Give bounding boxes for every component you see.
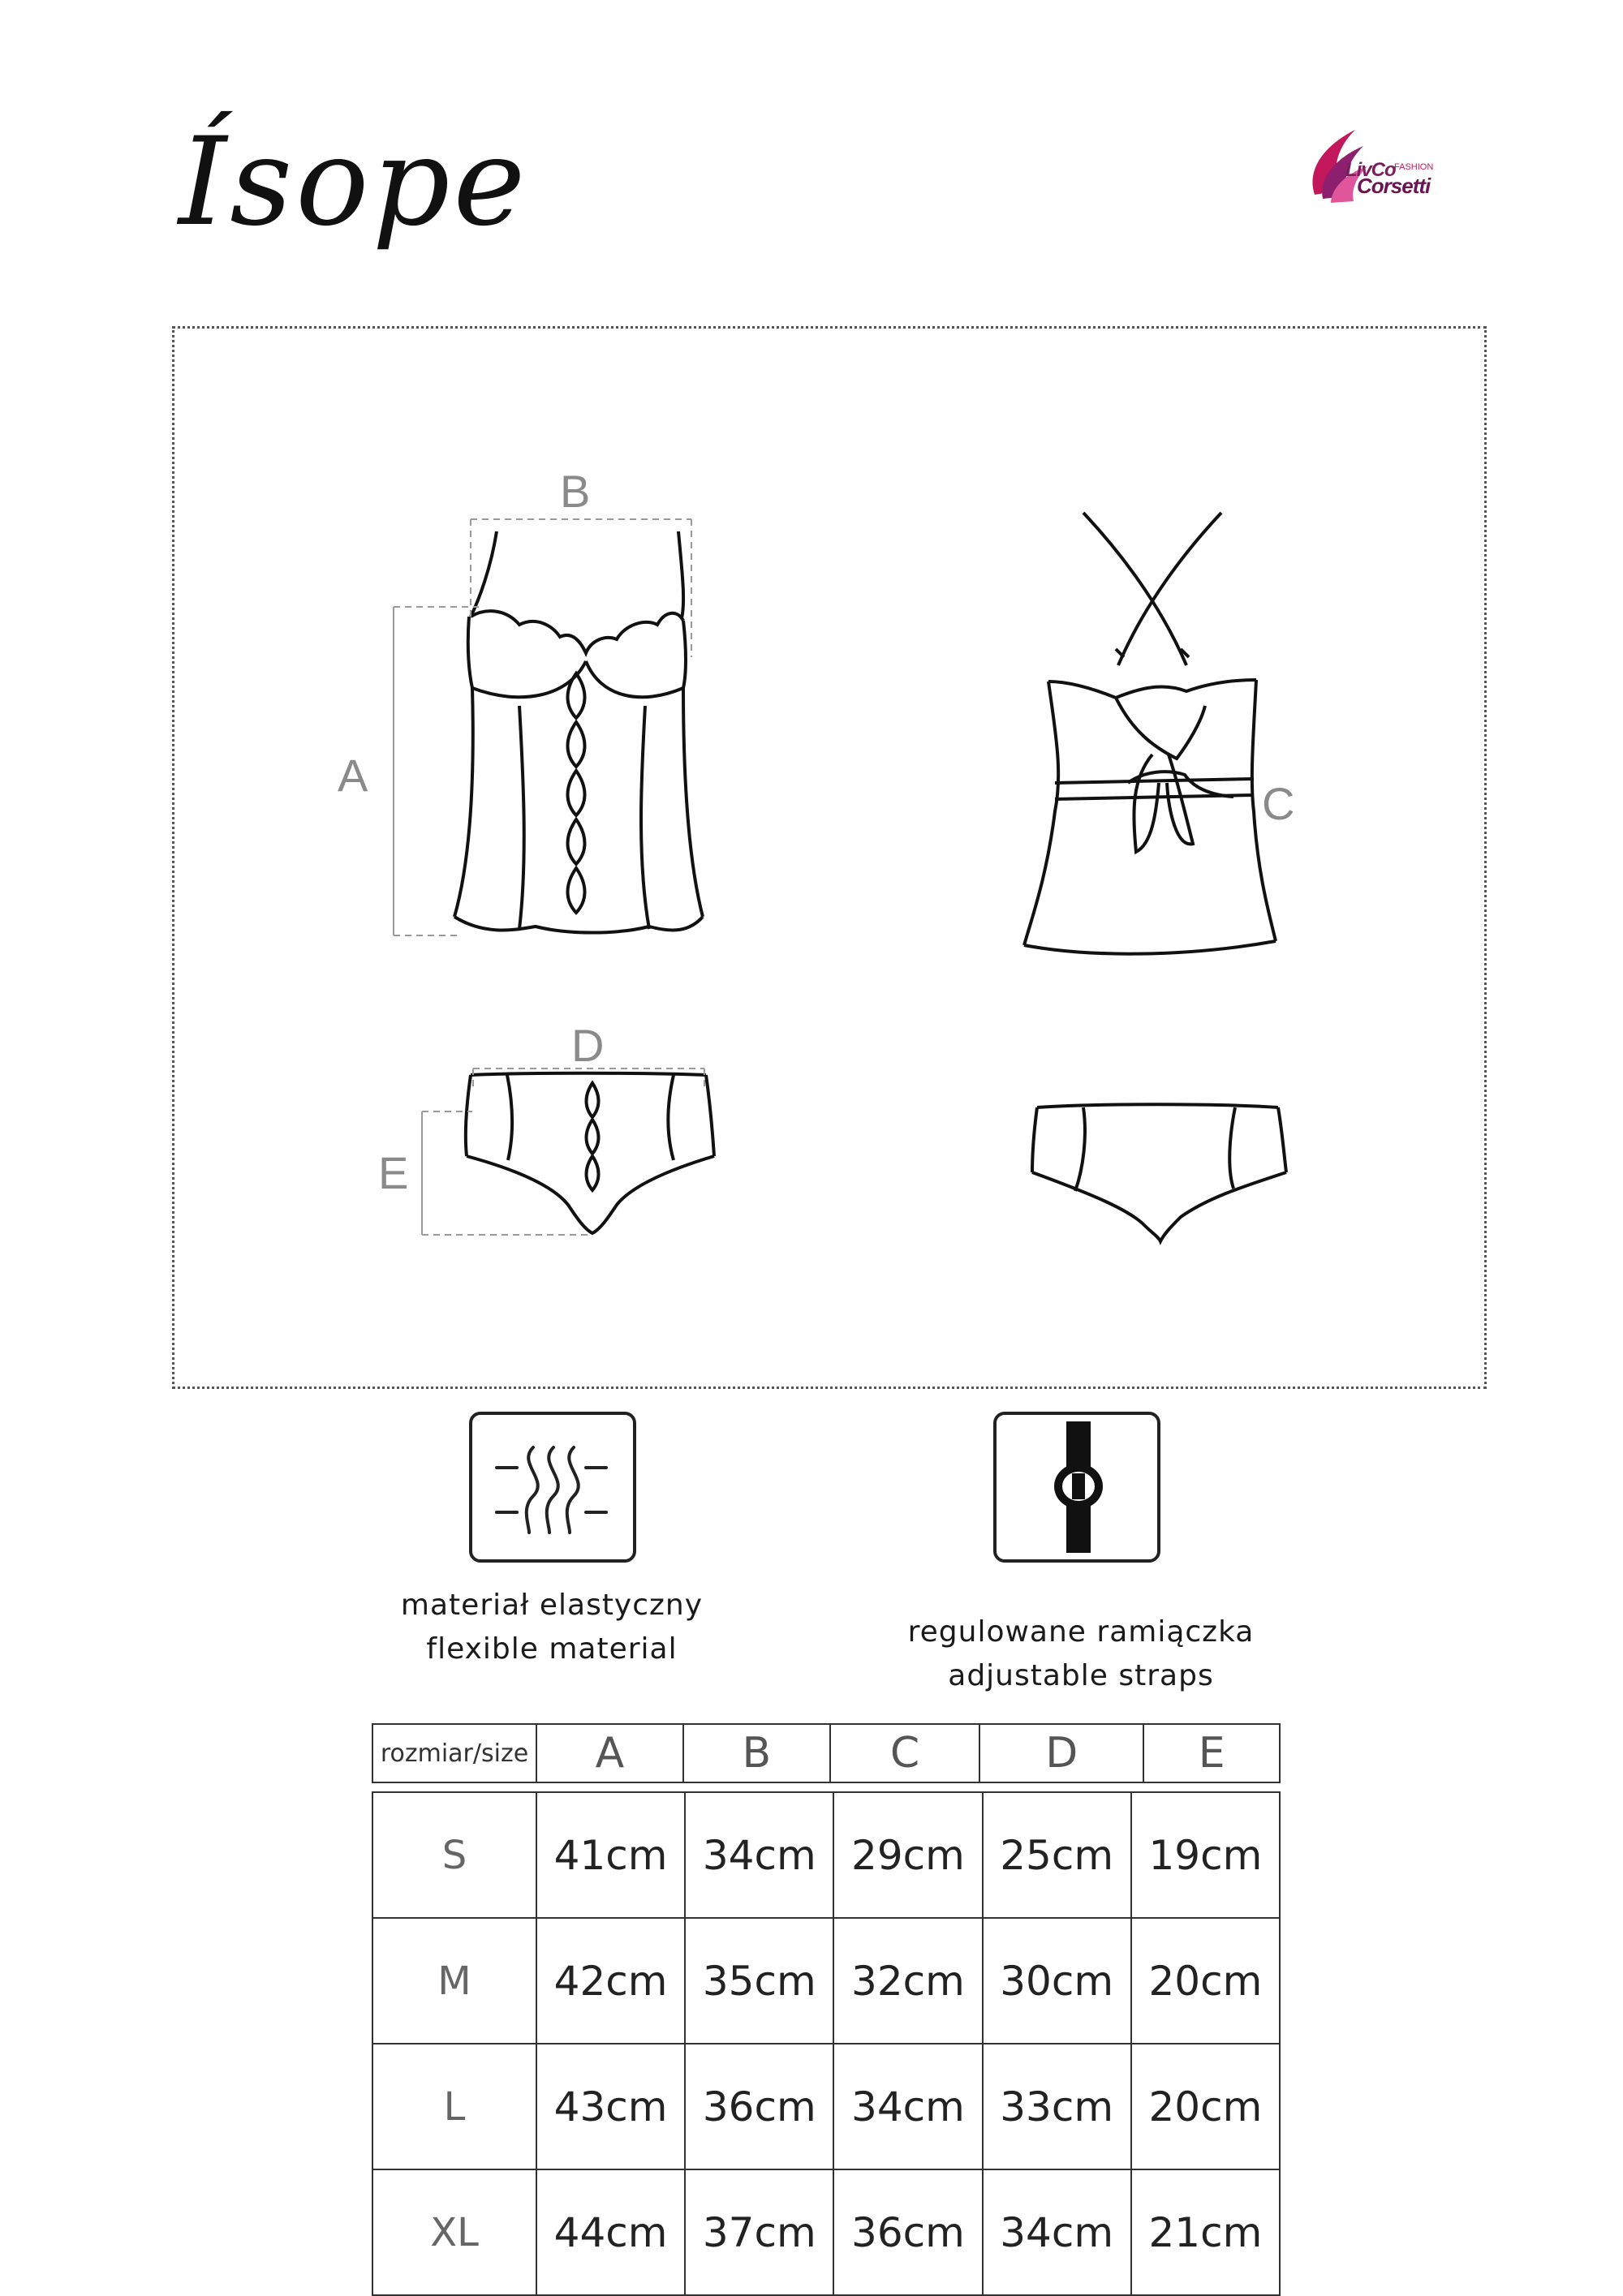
brand-fashion-tag: FASHION <box>1394 162 1434 172</box>
camisole-front <box>454 531 703 933</box>
table-cell: 19cm <box>1131 1792 1280 1918</box>
feature-label-en-flexible: flexible material <box>426 1632 678 1666</box>
table-cell: 29cm <box>833 1792 982 1918</box>
table-cell: 32cm <box>833 1918 982 2044</box>
feature-caption-flexible <box>349 1584 755 1671</box>
feature-label-pl-flexible: materiał elastyczny <box>400 1589 704 1622</box>
table-cell: 44cm <box>536 2169 685 2295</box>
table-cell: 33cm <box>983 2044 1131 2169</box>
table-row <box>372 2044 1280 2169</box>
table-cell: 37cm <box>685 2169 833 2295</box>
table-cell: 43cm <box>536 2044 685 2169</box>
table-cell: 35cm <box>685 1918 833 2044</box>
table-cell: 20cm <box>1131 1918 1280 2044</box>
feature-label-en-straps: adjustable straps <box>948 1659 1214 1692</box>
feature-caption-straps <box>854 1610 1308 1698</box>
feature-icon-flexible <box>469 1412 636 1563</box>
table-cell: 21cm <box>1131 2169 1280 2295</box>
dimension-label-e: E <box>378 1147 409 1198</box>
table-cell: 36cm <box>833 2169 982 2295</box>
feature-icon-straps <box>993 1412 1160 1563</box>
row-size: S <box>372 1792 536 1918</box>
briefs-front <box>466 1073 714 1233</box>
dimension-label-c: C <box>1262 778 1295 829</box>
column-header-c: C <box>830 1724 979 1782</box>
briefs-back <box>1032 1104 1286 1241</box>
row-size: XL <box>372 2169 536 2295</box>
size-header-label: rozmiar/size <box>372 1724 536 1782</box>
table-cell: 34cm <box>685 1792 833 1918</box>
camisole-back <box>1024 513 1276 954</box>
adjustable-strap-icon <box>997 1415 1157 1559</box>
dimension-guides-bottom <box>422 1068 704 1235</box>
dimension-label-a: A <box>338 750 368 801</box>
elastic-waves-icon <box>472 1415 633 1559</box>
column-header-e: E <box>1143 1724 1280 1782</box>
table-row <box>372 1792 1280 1918</box>
table-cell: 34cm <box>983 2169 1131 2295</box>
column-header-b: B <box>683 1724 830 1782</box>
dimension-label-d: D <box>571 1020 605 1071</box>
dimension-guides-top <box>394 519 691 935</box>
product-title: Ísope <box>179 112 529 253</box>
row-size: L <box>372 2044 536 2169</box>
table-row <box>372 1918 1280 2044</box>
table-cell: 41cm <box>536 1792 685 1918</box>
table-cell: 20cm <box>1131 2044 1280 2169</box>
feature-label-pl-straps: regulowane ramiączka <box>907 1615 1255 1649</box>
table-cell: 34cm <box>833 2044 982 2169</box>
size-table-header <box>372 1723 1281 1783</box>
table-cell: 25cm <box>983 1792 1131 1918</box>
dimension-label-b: B <box>560 466 591 517</box>
column-header-a: A <box>536 1724 683 1782</box>
brand-name-line1: LivCo <box>1345 159 1396 181</box>
table-cell: 42cm <box>536 1918 685 2044</box>
row-size: M <box>372 1918 536 2044</box>
table-cell: 36cm <box>685 2044 833 2169</box>
brand-name-line2: Corsetti <box>1357 174 1431 198</box>
size-table <box>372 1791 1281 2296</box>
column-header-d: D <box>979 1724 1143 1782</box>
table-cell: 30cm <box>983 1918 1131 2044</box>
